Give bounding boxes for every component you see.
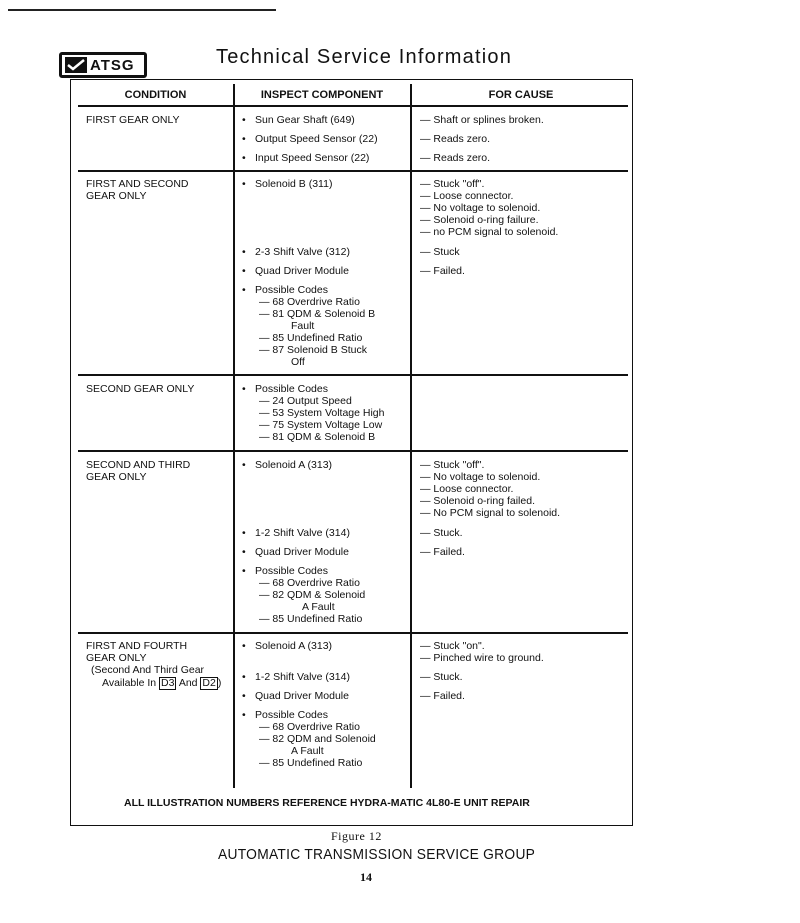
cause-item: Failed. [433, 265, 465, 277]
component-item: • 2-3 Shift Valve (312) [255, 246, 350, 258]
top-rule [8, 9, 276, 11]
code-item: A Fault [302, 601, 335, 613]
cause-item: Stuck. [433, 527, 463, 539]
component-item: • 1-2 Shift Valve (314) [255, 527, 350, 539]
cause-item: Loose connector. [433, 190, 514, 202]
code-item: 75 System Voltage Low [272, 419, 383, 431]
component-item: • Quad Driver Module [255, 690, 349, 702]
condition-label: GEAR ONLY [86, 190, 147, 202]
column-divider [233, 84, 235, 788]
condition-label: GEAR ONLY [86, 652, 147, 664]
cause-item: Failed. [433, 690, 465, 702]
condition-label: SECOND AND THIRD [86, 459, 191, 471]
row-separator [78, 170, 628, 172]
page-title: Technical Service Information [216, 46, 513, 68]
cause-item: Solenoid o-ring failed. [433, 495, 535, 507]
code-item: 53 System Voltage High [272, 407, 385, 419]
cause-item: Solenoid o-ring failure. [433, 214, 539, 226]
component-item: • Possible Codes [255, 565, 328, 577]
code-item: 24 Output Speed [272, 395, 352, 407]
code-item: 81 QDM & Solenoid B [272, 431, 376, 443]
cause-item: No voltage to solenoid. [433, 471, 541, 483]
condition-label: FIRST AND SECOND [86, 178, 189, 190]
component-item: • Input Speed Sensor (22) [255, 152, 369, 164]
cause-item: No voltage to solenoid. [433, 202, 541, 214]
publisher-name: AUTOMATIC TRANSMISSION SERVICE GROUP [218, 846, 536, 863]
component-item: • Possible Codes [255, 284, 328, 296]
checkmark-icon [65, 57, 87, 73]
column-divider [410, 84, 412, 788]
condition-note: (Second And Third Gear [91, 664, 205, 676]
component-item: • 1-2 Shift Valve (314) [255, 671, 350, 683]
d3-range-box: D3 [161, 677, 175, 689]
cause-item: no PCM signal to solenoid. [433, 226, 559, 238]
code-item: Fault [291, 320, 315, 332]
code-item: 68 Overdrive Ratio [272, 721, 360, 733]
service-table [70, 79, 633, 826]
cause-item: Reads zero. [433, 133, 491, 145]
cause-item: No PCM signal to solenoid. [433, 507, 561, 519]
code-item: 85 Undefined Ratio [272, 613, 363, 625]
component-item: • Solenoid B (311) [255, 178, 332, 190]
cause-item: Stuck "on". [433, 640, 485, 652]
code-item: 87 Solenoid B Stuck [272, 344, 367, 356]
page-number: 14 [360, 870, 372, 884]
code-item: 82 QDM & Solenoid [272, 589, 366, 601]
header-condition: CONDITION [124, 89, 187, 101]
code-item: 85 Undefined Ratio [272, 332, 363, 344]
component-item: • Possible Codes [255, 383, 328, 395]
header-for-cause: FOR CAUSE [488, 89, 554, 101]
component-item: • Possible Codes [255, 709, 328, 721]
code-item: 68 Overdrive Ratio [272, 296, 360, 308]
condition-label: GEAR ONLY [86, 471, 147, 483]
row-separator [78, 374, 628, 376]
figure-caption: Figure 12 [331, 829, 382, 843]
logo-text: ATSG [90, 56, 135, 74]
code-item: 85 Undefined Ratio [272, 757, 363, 769]
component-item: • Solenoid A (313) [255, 640, 332, 652]
d2-range-box: D2 [202, 677, 216, 689]
condition-note: Available In D3 And D2 ) [102, 677, 222, 689]
cause-item: Stuck "off". [433, 178, 485, 190]
cause-item: Shaft or splines broken. [433, 114, 544, 126]
condition-label: FIRST AND FOURTH [86, 640, 188, 652]
component-item: • Quad Driver Module [255, 265, 349, 277]
component-item: • Sun Gear Shaft (649) [255, 114, 355, 126]
code-item: A Fault [291, 745, 324, 757]
component-item: • Solenoid A (313) [255, 459, 332, 471]
atsg-logo [59, 52, 147, 78]
cause-item: Stuck [433, 246, 460, 258]
row-separator [78, 632, 628, 634]
cause-item: Pinched wire to ground. [433, 652, 544, 664]
cause-item: Stuck "off". [433, 459, 485, 471]
component-item: • Output Speed Sensor (22) [255, 133, 378, 145]
condition-label: SECOND GEAR ONLY [86, 383, 195, 395]
cause-item: Reads zero. [433, 152, 491, 164]
code-item: 81 QDM & Solenoid B [272, 308, 376, 320]
code-item: 82 QDM and Solenoid [272, 733, 376, 745]
condition-label: FIRST GEAR ONLY [86, 114, 180, 126]
header-inspect-component: INSPECT COMPONENT [260, 89, 384, 101]
component-item: • Quad Driver Module [255, 546, 349, 558]
code-item: 68 Overdrive Ratio [272, 577, 360, 589]
row-separator [78, 450, 628, 452]
cause-item: Stuck. [433, 671, 463, 683]
header-separator [78, 105, 628, 107]
table-footnote: ALL ILLUSTRATION NUMBERS REFERENCE HYDRA-MATIC 4L80-E UNIT REPAIR [124, 797, 530, 809]
cause-item: Loose connector. [433, 483, 514, 495]
code-item: Off [291, 356, 305, 368]
cause-item: Failed. [433, 546, 465, 558]
